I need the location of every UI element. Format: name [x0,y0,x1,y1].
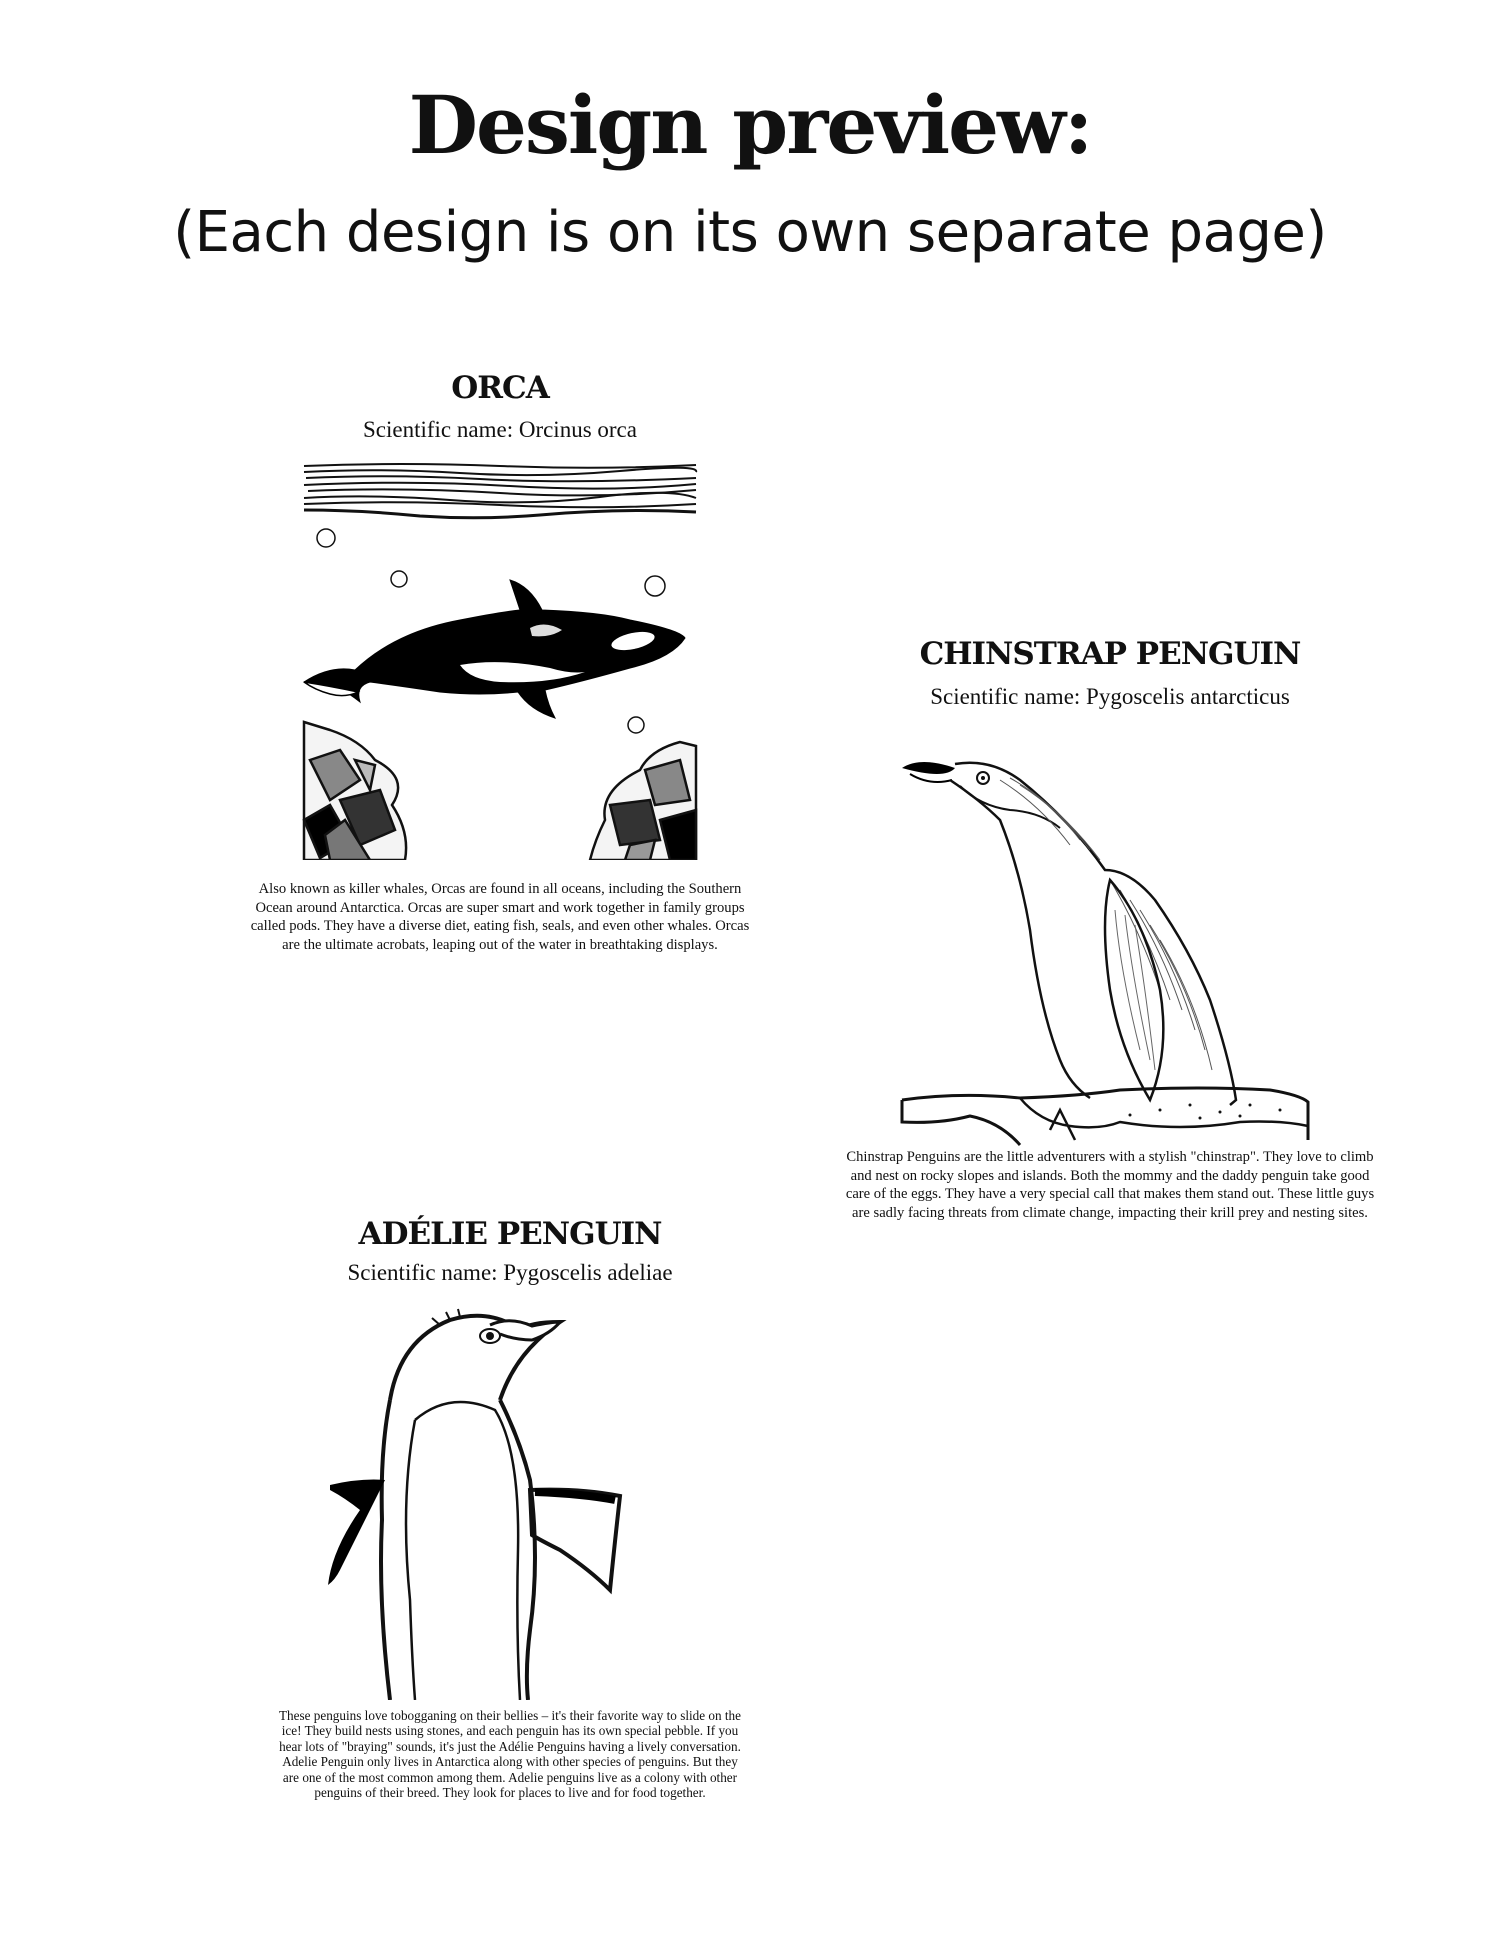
card-adelie-penguin [240,1210,780,1810]
card-chinstrap-penguin [835,630,1385,1270]
chinstrap-penguin-illustration [900,750,1310,1150]
card-description: Also known as killer whales, Orcas are found in all oceans, including the Southern Ocean around Antarctica. Orcas are super smart and work together in family groups called pods. They have a diverse diet, eating fish, seals, and even other whales. Orcas are the ultimate acrobats, leaping out of the water in breathtaking displays. [250,881,750,953]
card-description: Chinstrap Penguins are the little adventurers with a stylish "chinstrap". They love to climb and nest on rocky slopes and islands. Both the mommy and the daddy penguin take good care of the eggs. They have a very special call that makes them stand out. These little guys are sadly facing threats from climate change, impacting their krill prey and nesting sites. [845,1149,1375,1221]
scientific-name: Scientific name: Pygoscelis adeliae [347,1260,673,1285]
adelie-penguin-illustration [320,1300,700,1700]
page-subtitle: (Each design is on its own separate page) [173,200,1327,265]
card-orca [240,360,760,980]
card-description: These penguins love tobogganing on their bellies – it's their favorite way to slide on the ice! They build nests using stones, and each penguin has its own special pebble. If you hear lots of "braying" sounds, it's just the Adélie Penguins having a lively conversation. Adelie Penguin only lives in Antarctica along with other species of penguins. But they are one of the most common among them. Adelie penguins live as a colony with other penguins of their breed. They look for places to live and for food together. [278,1708,741,1801]
scientific-name: Scientific name: Pygoscelis antarcticus [930,684,1290,709]
page-title: Design preview: [408,78,1092,172]
card-title: CHINSTRAP PENGUIN [919,636,1301,672]
orca-illustration [300,460,700,860]
card-title: ADÉLIE PENGUIN [358,1216,662,1252]
card-title: ORCA [451,370,549,406]
scientific-name: Scientific name: Orcinus orca [363,417,637,442]
